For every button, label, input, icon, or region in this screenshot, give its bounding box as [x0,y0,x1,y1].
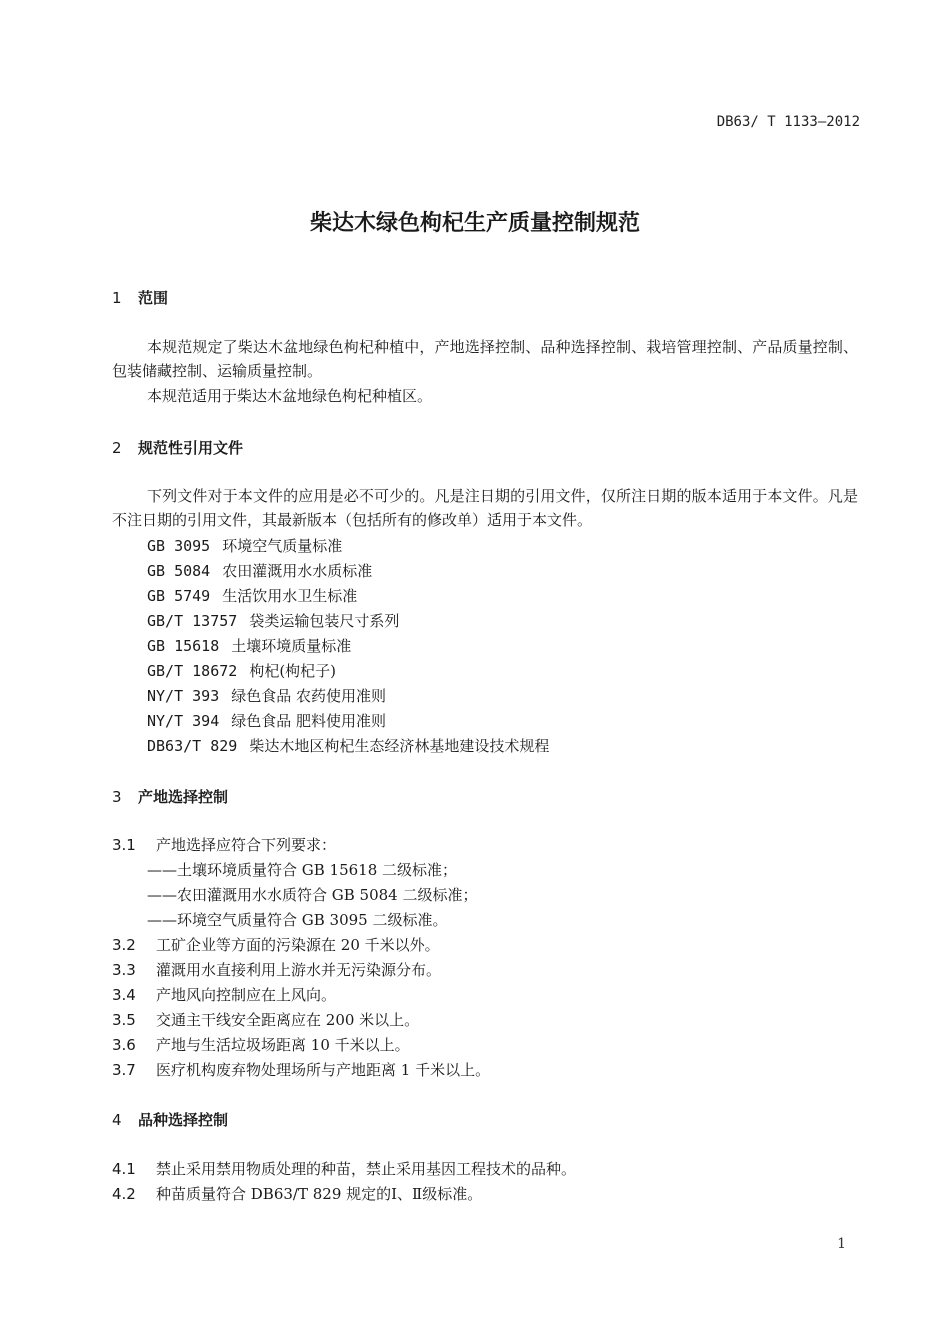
clause: 4.1 禁止采用禁用物质处理的种苗，禁止采用基因工程技术的品种。 [112,1160,577,1178]
reference-item: GB/T 18672 枸杞(枸杞子) [147,662,337,680]
clause: 3.4 产地风向控制应在上风向。 [112,986,337,1004]
section-heading [112,287,168,308]
section-title: 范围 [138,289,169,307]
section-number: 3 [112,788,122,806]
reference-item: NY/T 393 绿色食品 农药使用准则 [147,687,387,705]
section-title: 规范性引用文件 [138,439,244,457]
references-intro: 下列文件对于本文件的应用是必不可少的。凡是注日期的引用文件，仅所注日期的版本适用于本文件。凡是不注日期的引用文件，其最新版本（包括所有的修改单）适用于本文件。 [112,487,858,529]
section-number: 4 [112,1111,122,1129]
reference-item: NY/T 394 绿色食品 肥料使用准则 [147,712,387,730]
section-number: 2 [112,439,122,457]
section-heading [112,786,228,807]
document-title: 柴达木绿色枸杞生产质量控制规范 [309,211,640,236]
section-heading [112,1109,228,1130]
clause: 3.6 产地与生活垃圾场距离 10 千米以上。 [112,1036,410,1054]
clause: 3.3 灌溉用水直接利用上游水并无污染源分布。 [112,961,442,979]
reference-item: GB 5084 农田灌溉用水水质标准 [147,562,373,580]
clause: 3.1 产地选择应符合下列要求： [112,836,337,854]
scope-paragraph: 本规范规定了柴达木盆地绿色枸杞种植中，产地选择控制、品种选择控制、栽培管理控制、产品质量控制、包装储藏控制、运输质量控制。 [112,338,858,380]
reference-item: GB 5749 生活饮用水卫生标准 [147,587,358,605]
page-number: 1 [837,1236,846,1252]
clause: 3.5 交通主干线安全距离应在 200 米以上。 [112,1011,420,1029]
section-number: 1 [112,289,122,307]
clause: 4.2 种苗质量符合 DB63/T 829 规定的Ⅰ、Ⅱ级标准。 [112,1185,483,1203]
section-heading [112,437,243,458]
clause: 3.7 医疗机构废弃物处理场所与产地距离 1 千米以上。 [112,1061,491,1079]
requirement-item: ——农田灌溉用水水质符合 GB 5084 二级标准； [147,886,478,904]
reference-item: GB/T 13757 袋类运输包装尺寸系列 [147,612,400,630]
reference-item: GB 15618 土壤环境质量标准 [147,637,352,655]
section-title: 产地选择控制 [138,788,229,806]
reference-item: GB 3095 环境空气质量标准 [147,537,343,555]
requirement-item: ——土壤环境质量符合 GB 15618 二级标准； [147,861,458,879]
standard-code: DB63/ T 1133—2012 [716,114,860,130]
clause: 3.2 工矿企业等方面的污染源在 20 千米以外。 [112,936,440,954]
requirement-item: ——环境空气质量符合 GB 3095 二级标准。 [147,911,448,929]
reference-item: DB63/T 829 柴达木地区枸杞生态经济林基地建设技术规程 [147,737,550,755]
section-title: 品种选择控制 [138,1111,229,1129]
scope-applicability: 本规范适用于柴达木盆地绿色枸杞种植区。 [147,387,433,405]
